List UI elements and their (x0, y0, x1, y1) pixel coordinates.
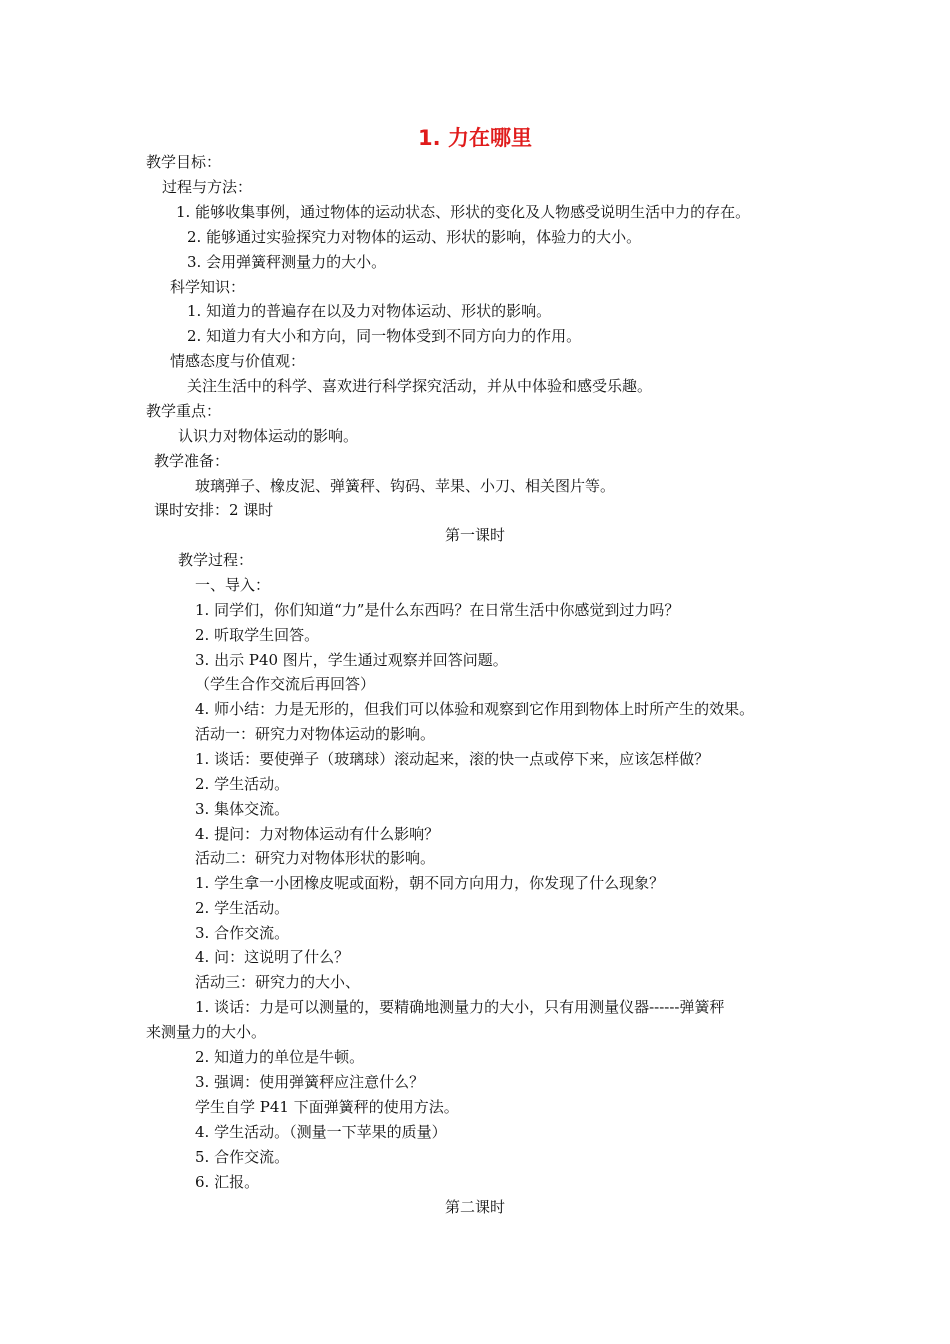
activity3-item-3: 3. 强调：使用弹簧秤应注意什么？ (195, 1073, 425, 1091)
intro-item-3: 3. 出示 P40 图片，学生通过观察并回答问题。 (195, 651, 508, 669)
intro-heading: 一、导入： (195, 576, 271, 594)
preparation-text: 玻璃弹子、橡皮泥、弹簧秤、钩码、苹果、小刀、相关图片等。 (195, 477, 616, 495)
activity3-item-2: 2. 知道力的单位是牛顿。 (195, 1048, 365, 1066)
activity3-heading: 活动三：研究力的大小、 (195, 973, 361, 991)
knowledge-heading: 科学知识： (170, 278, 246, 296)
knowledge-item-1: 1. 知道力的普遍存在以及力对物体运动、形状的影响。 (187, 302, 552, 320)
activity1-item-3: 3. 集体交流。 (195, 800, 290, 818)
activity3-self-study: 学生自学 P41 下面弹簧秤的使用方法。 (195, 1098, 459, 1116)
activity1-item-4: 4. 提问：力对物体运动有什么影响？ (195, 825, 440, 843)
intro-item-2: 2. 听取学生回答。 (195, 626, 320, 644)
schedule-text: 课时安排：2 课时 (154, 501, 274, 519)
preparation-heading: 教学准备： (154, 452, 230, 470)
activity2-item-4: 4. 问：这说明了什么？ (195, 948, 350, 966)
intro-item-4: 4. 师小结：力是无形的，但我们可以体验和观察到它作用到物体上时所产生的效果。 (195, 700, 755, 718)
knowledge-item-2: 2. 知道力有大小和方向，同一物体受到不同方向力的作用。 (187, 327, 582, 345)
process-item-3: 3. 会用弹簧秤测量力的大小。 (187, 253, 387, 271)
document-title: 1. 力在哪里 (418, 126, 532, 150)
activity1-item-2: 2. 学生活动。 (195, 775, 290, 793)
intro-note: （学生合作交流后再回答） (195, 675, 376, 693)
activity2-heading: 活动二：研究力对物体形状的影响。 (195, 849, 436, 867)
activity3-item-1-continued: 来测量力的大小。 (146, 1023, 267, 1041)
intro-item-1: 1. 同学们，你们知道“力”是什么东西吗？在日常生活中你感觉到过力吗？ (195, 601, 680, 619)
teaching-process-heading: 教学过程： (178, 551, 254, 569)
activity2-item-3: 3. 合作交流。 (195, 924, 290, 942)
activity2-item-2: 2. 学生活动。 (195, 899, 290, 917)
activity3-item-6: 6. 汇报。 (195, 1173, 260, 1191)
process-item-2: 2. 能够通过实验探究力对物体的运动、形状的影响，体验力的大小。 (187, 228, 642, 246)
lesson2-heading: 第二课时 (444, 1198, 505, 1216)
activity1-heading: 活动一：研究力对物体运动的影响。 (195, 725, 436, 743)
objectives-heading: 教学目标： (146, 153, 222, 171)
lesson1-heading: 第一课时 (444, 526, 505, 544)
key-point-heading: 教学重点： (146, 402, 222, 420)
activity3-item-1: 1. 谈话：力是可以测量的，要精确地测量力的大小，只有用测量仪器------弹簧秤 (195, 998, 725, 1016)
activity2-item-1: 1. 学生拿一小团橡皮呢或面粉，朝不同方向用力，你发现了什么现象？ (195, 874, 665, 892)
activity3-item-4: 4. 学生活动。（测量一下苹果的质量） (195, 1123, 447, 1141)
key-point-text: 认识力对物体运动的影响。 (178, 427, 359, 445)
process-method-heading: 过程与方法： (162, 178, 253, 196)
attitude-heading: 情感态度与价值观： (170, 352, 306, 370)
activity3-item-5: 5. 合作交流。 (195, 1148, 290, 1166)
activity1-item-1: 1. 谈话：要使弹子（玻璃球）滚动起来，滚的快一点或停下来，应该怎样做？ (195, 750, 710, 768)
process-item-1: 1. 能够收集事例，通过物体的运动状态、形状的变化及人物感受说明生活中力的存在。 (176, 203, 751, 221)
attitude-text: 关注生活中的科学、喜欢进行科学探究活动，并从中体验和感受乐趣。 (187, 377, 653, 395)
